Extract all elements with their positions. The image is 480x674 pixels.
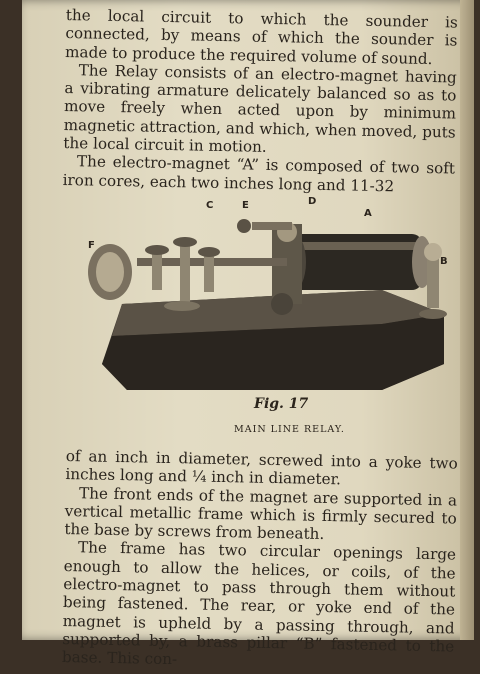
label-c: C [206,200,214,211]
top-text-block [62,6,457,196]
label-e: E [242,200,249,211]
figure-number: Fig. 17 [254,396,309,412]
paragraph-relay-description: The Relay consists of an electro-magnet having a vibrating armature delicately balanced so as to move freely when acted upon by minimum magnetic attraction, and which, when moved, puts the local circuit in motion. [63,61,457,156]
label-d: D [308,196,317,207]
paragraph-frame-openings: The frame has two circular openings large enough to allow the helices, or coils, of the electro-magnet to pass through them without being fastened. The rear, or yoke end of the magnet is upheld by a passing through, and supported by, a brass pillar “B” fastened to the base. This con- [61,538,457,669]
relay-drawing [82,194,472,398]
label-b: B [440,256,448,267]
label-a: A [364,208,372,219]
paragraph-continuation: the local circuit to which the sounder is connected, by means of which the sounder is made to produce the required volume of sound. [64,6,458,68]
book-page [22,0,474,669]
relay-illustration [82,194,472,398]
paragraph-electro-magnet: The electro-magnet “A” is composed of two soft iron cores, each two inches long and 11-32 [62,152,456,196]
label-f: F [88,240,95,251]
paragraph-frame-support: The front ends of the magnet are supported in a vertical metallic frame which is firmly secured to the base by screws from beneath. [64,483,458,544]
paragraph-core-diameter: of an inch in diameter, screwed into a yoke two inches long and ¼ inch in diameter. [65,447,458,489]
figure-title: MAIN LINE RELAY. [234,424,345,435]
